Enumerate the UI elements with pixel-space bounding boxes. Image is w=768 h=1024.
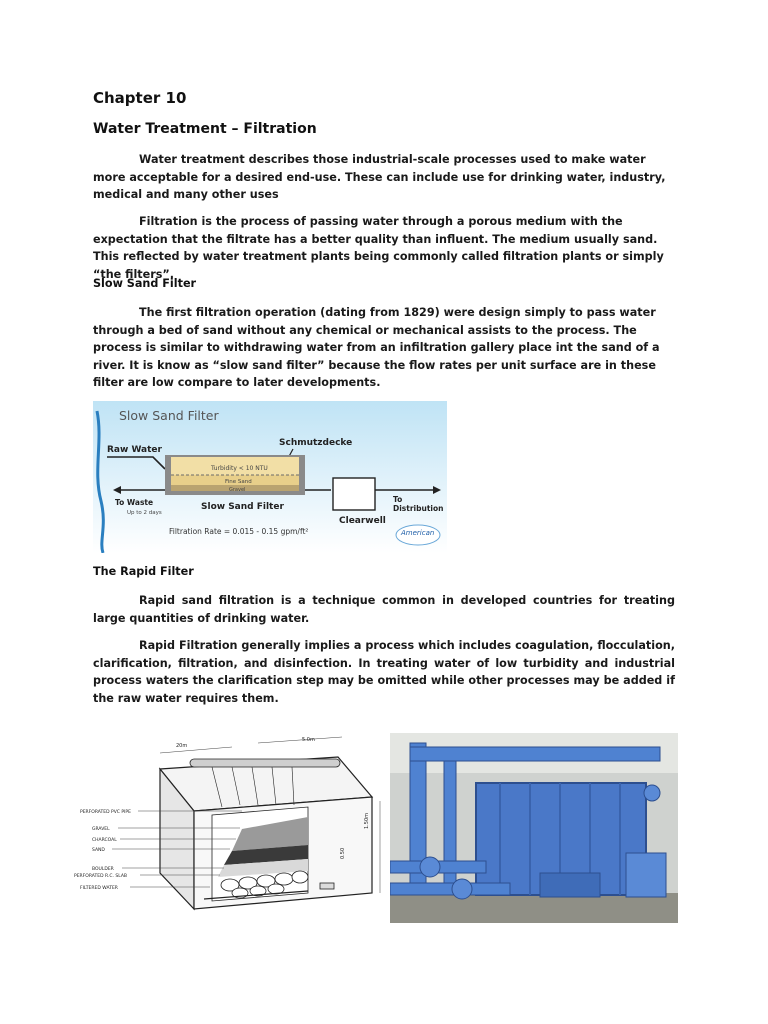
paragraph-filtration: Filtration is the process of passing water through a porous medium with the expectation that the filtrate has a better quality than influent. The medium usually sand. This reflected by water treatment plants being commonly called filtration plants or simply “the filters”. xyxy=(93,215,664,281)
distribution-label: Distribution xyxy=(393,504,444,513)
label-perforated-slab: PERFORATED R.C. SLAB xyxy=(74,874,128,879)
paragraph-slow-sand: The first filtration operation (dating from 1829) were design simply to pass water through a bed of sand without any chemical or mechanical assists to the process. The process is similar to withdrawing water from an infiltration gallery place int the sand of a river. It is know as “slow sand filter” because the flow rates per unit surface are in these filter are low compare to later developments. xyxy=(93,306,660,390)
dimension-width: 20m xyxy=(176,743,188,749)
clearwell-box xyxy=(333,478,375,510)
logo-text: American xyxy=(401,529,435,537)
label-gravel: GRAVEL xyxy=(92,827,110,832)
turbidity-label: Turbidity < 10 NTU xyxy=(211,465,268,472)
perforated-pipe xyxy=(190,759,340,767)
subheading-slow-sand-filter: Slow Sand Filter xyxy=(93,277,197,290)
pump xyxy=(540,873,600,897)
label-boulder: BOULDER xyxy=(92,867,114,872)
gravel-label: Gravel xyxy=(229,487,246,493)
slow-sand-filter-diagram xyxy=(93,401,447,553)
label-charcoal: CHARCOAL xyxy=(92,838,117,843)
dimension-depth: 0.50 xyxy=(340,847,346,859)
schmutzdecke-label: Schmutzdecke xyxy=(279,438,353,448)
rapid-filter-plant-photo xyxy=(390,733,678,923)
label-perforated-pipe: PERFORATED PVC PIPE xyxy=(80,810,131,815)
paragraph-rapid-sand: Rapid sand filtration is a technique common in developed countries for treating large quantities of drinking water. xyxy=(93,594,675,625)
paragraph-water-treatment: Water treatment describes those industrial-scale processes used to make water more acceptable for a desired end-use. These can include use for drinking water, industry, medical and many other uses xyxy=(93,153,666,202)
rapid-filter-diagram xyxy=(72,733,388,921)
to-label: To xyxy=(393,495,403,504)
label-sand: SAND xyxy=(92,848,105,853)
fine-sand-label: Fine Sand xyxy=(225,479,252,485)
dimension-length: 5.0m xyxy=(302,737,315,743)
subheading-rapid-filter: The Rapid Filter xyxy=(93,565,194,578)
filter-label: Slow Sand Filter xyxy=(201,502,284,512)
raw-water-label: Raw Water xyxy=(107,445,162,455)
paragraph-rapid-filtration: Rapid Filtration generally implies a process which includes coagulation, flocculation, clarification, filtration, and disinfection. In treating water of low turbidity and industrial process waters the clarification step may be omitted while other processes may be added if the raw water requires them. xyxy=(93,639,675,705)
clearwell-label: Clearwell xyxy=(339,516,386,526)
label-filtered-water: FILTERED WATER xyxy=(80,886,118,891)
to-waste-label: To Waste xyxy=(115,498,154,507)
figure-title: Slow Sand Filter xyxy=(119,408,219,423)
chapter-heading: Chapter 10 xyxy=(93,89,187,107)
section-title: Water Treatment – Filtration xyxy=(93,121,317,137)
outlet-pipe xyxy=(320,883,334,889)
dimension-height: 1.50m xyxy=(364,812,370,829)
slow-sand-filter-figure xyxy=(93,401,447,553)
filtration-rate-label: Filtration Rate = 0.015 - 0.15 gpm/ft² xyxy=(169,527,309,536)
retention-label: Up to 2 days xyxy=(127,510,162,516)
